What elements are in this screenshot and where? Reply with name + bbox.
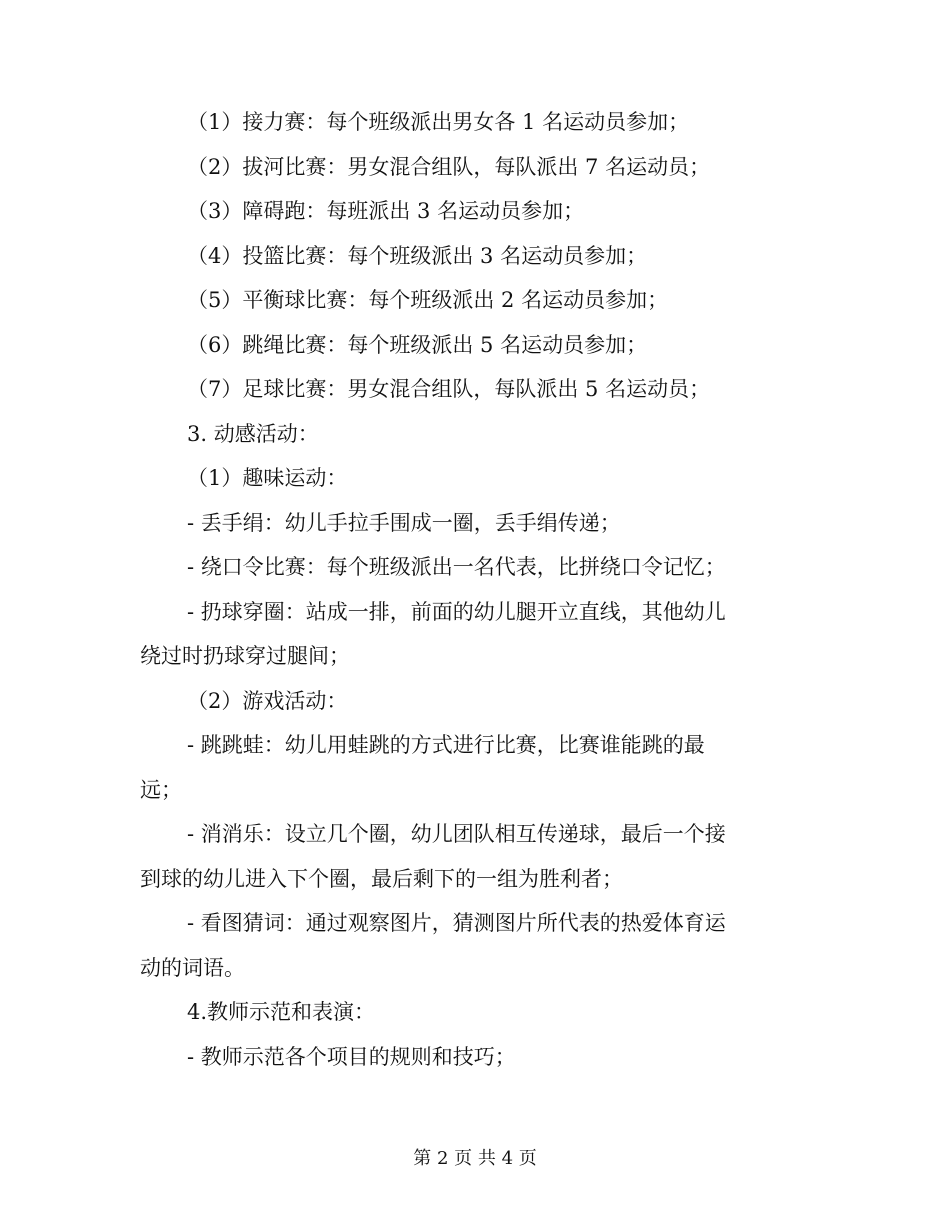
list-item: - 绕口令比赛：每个班级派出一名代表，比拼绕口令记忆； xyxy=(187,555,726,579)
paragraph-line: （6）跳绳比赛：每个班级派出 5 名运动员参加； xyxy=(187,332,648,357)
list-item: - 消消乐：设立几个圈，幼儿团队相互传递球，最后一个接 xyxy=(187,822,726,846)
paragraph-line: （2）拔河比赛：男女混合组队，每队派出 7 名运动员； xyxy=(187,154,711,179)
paragraph-line: （3）障碍跑：每班派出 3 名运动员参加； xyxy=(187,199,585,223)
page-footer: 第 2 页 共 4 页 xyxy=(413,1148,537,1169)
list-item-continuation: 动的词语。 xyxy=(140,955,245,980)
paragraph-line: （5）平衡球比赛：每个班级派出 2 名运动员参加； xyxy=(187,288,669,312)
paragraph-line: （7）足球比赛：男女混合组队，每队派出 5 名运动员； xyxy=(187,377,711,401)
paragraph-line: （1）接力赛：每个班级派出男女各 1 名运动员参加； xyxy=(187,110,690,134)
section-heading: 3. 动感活动： xyxy=(187,421,319,446)
subsection-heading: （2）游戏活动： xyxy=(187,688,348,713)
list-item-continuation: 到球的幼儿进入下个圈，最后剩下的一组为胜利者； xyxy=(140,866,623,891)
list-item: - 看图猜词：通过观察图片，猜测图片所代表的热爱体育运 xyxy=(187,911,726,935)
paragraph-line: （4）投篮比赛：每个班级派出 3 名运动员参加； xyxy=(187,243,648,268)
list-item: - 教师示范各个项目的规则和技巧； xyxy=(187,1044,516,1069)
list-item-continuation: 远； xyxy=(140,777,182,802)
subsection-heading: （1）趣味运动： xyxy=(187,466,348,490)
section-heading: 4.教师示范和表演： xyxy=(187,1000,376,1024)
body-text xyxy=(140,100,800,1079)
list-item: - 扔球穿圈：站成一排，前面的幼儿腿开立直线，其他幼儿 xyxy=(187,599,726,624)
list-item-continuation: 绕过时扔球穿过腿间； xyxy=(140,644,350,668)
list-item: - 跳跳蛙：幼儿用蛙跳的方式进行比赛，比赛谁能跳的最 xyxy=(187,733,705,757)
list-item: - 丢手绢：幼儿手拉手围成一圈，丢手绢传递； xyxy=(187,510,621,535)
